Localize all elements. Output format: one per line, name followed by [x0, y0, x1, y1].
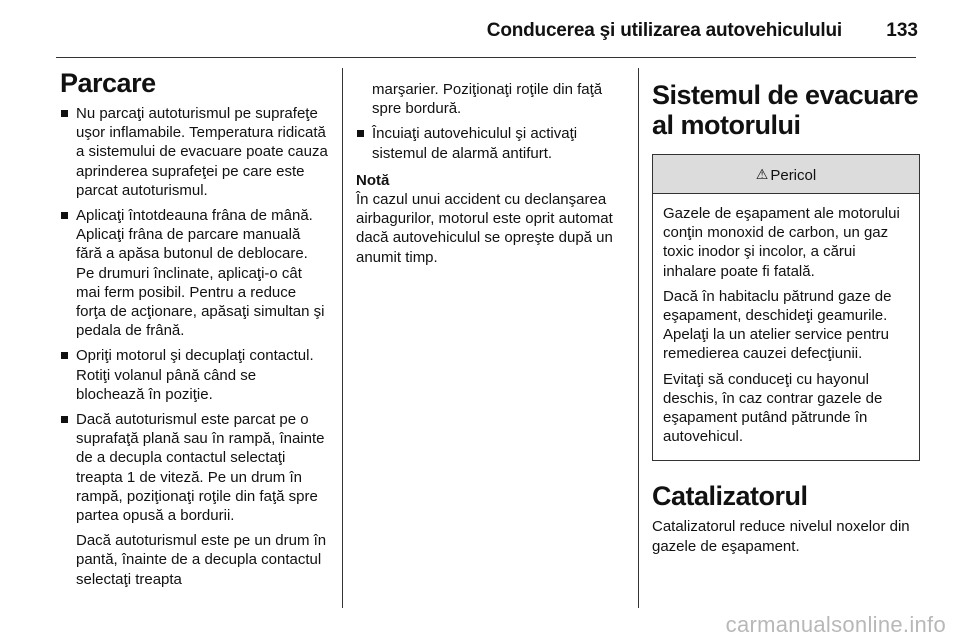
warning-triangle-icon: ⚠ [755, 166, 769, 182]
page-header [0, 0, 960, 56]
bullet-square-icon [61, 110, 68, 117]
list-item: Nu parcaţi autoturismul pe suprafeţe uşor inflamabile. Temperatura ridicată a sistemului de evacuare poate cauza aprinderea suprafeţei pe care este parcat autoturismul. [60, 104, 328, 200]
danger-paragraph: Evitaţi să conduceţi cu hayonul deschis, în caz contrar gazele de eşapament putând pătrunde în autovehicul. [663, 370, 883, 446]
lock-bullet-list [356, 124, 628, 162]
bullet-square-icon [357, 130, 364, 137]
danger-box [652, 154, 920, 461]
watermark: carmanualsonline.info [725, 612, 946, 637]
section-heading-catalizator: Catalizatorul [652, 481, 808, 512]
column-1 [60, 68, 328, 595]
column-2 [356, 80, 628, 267]
section-heading-exhaust: Sistemul de evacuare al motorului [652, 80, 919, 140]
note-text: În cazul unui accident cu declanşarea airbagurilor, motorul este oprit automat dacă autovehiculul se opreşte după un anumit timp. [356, 191, 613, 266]
bullet-continuation: Dacă autoturismul este pe un drum în pantă, înainte de a decupla contactul selectaţi treapta [76, 532, 327, 588]
continued-text: marşarier. Poziţionaţi roţile din faţă spre bordură. [372, 81, 603, 118]
danger-title: Pericol [770, 167, 817, 184]
bullet-square-icon [61, 352, 68, 359]
chapter-title: Conducerea şi utilizarea autovehiculului [486, 20, 842, 41]
list-item: Încuiaţi autovehiculul şi activaţi sistemul de alarmă antifurt. [356, 124, 628, 162]
list-item: Aplicaţi întotdeauna frâna de mână. Aplicaţi frâna de parcare manuală fără a apăsa butonul de deblocare. Pe drumuri înclinate, aplicaţi-o cât mai ferm posibil. Pentru a reduce forţa de acţionare, apăsaţi simultan şi pedala de frână. [60, 206, 328, 340]
bullet-square-icon [61, 212, 68, 219]
parking-bullet-list [60, 104, 328, 525]
note-title: Notă [356, 171, 390, 189]
header-rule [56, 57, 916, 58]
danger-header [653, 155, 919, 194]
page-number: 133 [886, 20, 918, 41]
column-divider-2 [638, 68, 639, 608]
bullet-square-icon [61, 416, 68, 423]
section-heading-parcare: Parcare [60, 68, 156, 98]
list-item: Dacă autoturismul este parcat pe o suprafaţă plană sau în rampă, înainte de a decupla contactul selectaţi treapta 1 de viteză. Pe un drum în rampă, poziţionaţi roţile din faţă spre partea opusă a bordurii. [60, 410, 328, 525]
column-3 [652, 80, 920, 556]
list-item: Opriţi motorul şi decuplaţi contactul. Rotiţi volanul până când se blochează în poziţie. [60, 346, 328, 404]
danger-body [653, 194, 919, 460]
danger-paragraph: Dacă în habitaclu pătrund gaze de eşapament, deschideţi geamurile. Apelaţi la un atelier service pentru remedierea cauzei defecţiunii. [663, 287, 892, 363]
column-divider-1 [342, 68, 343, 608]
catalizator-text: Catalizatorul reduce nivelul noxelor din gazele de eşapament. [652, 518, 910, 555]
danger-paragraph: Gazele de eşapament ale motorului conţin monoxid de carbon, un gaz toxic inodor şi incolor, a cărui inhalare poate fi fatală. [663, 205, 900, 280]
